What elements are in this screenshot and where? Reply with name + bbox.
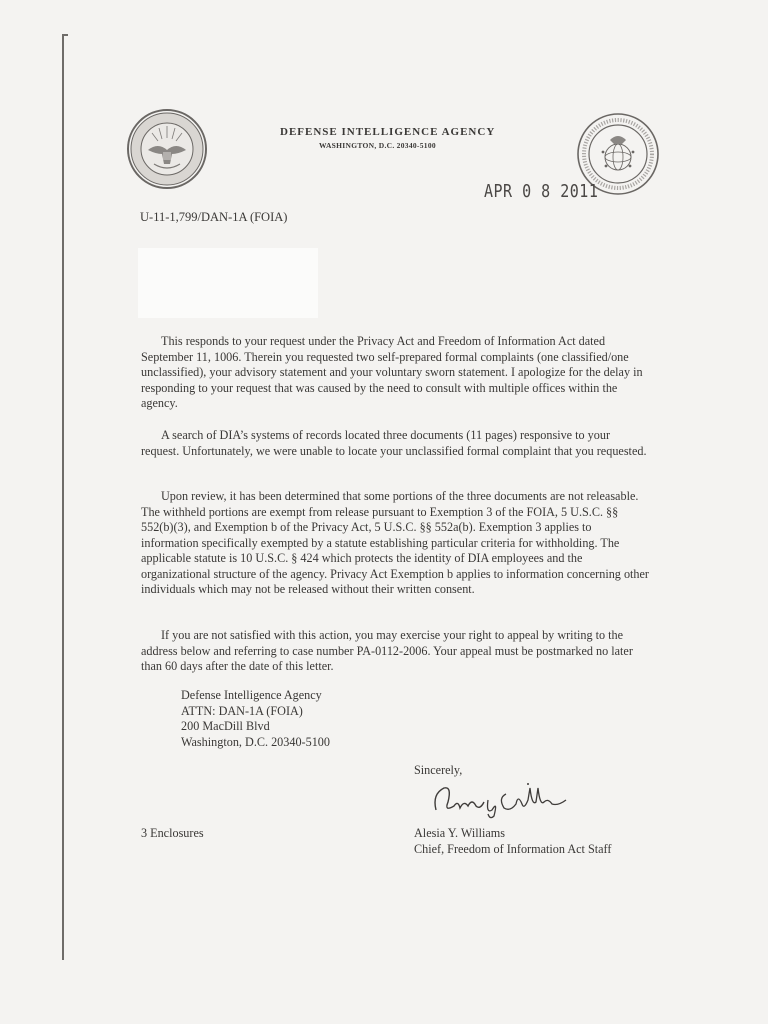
closing-salutation: Sincerely, <box>414 763 463 777</box>
address-line-city: Washington, D.C. 20340-5100 <box>181 734 330 749</box>
paragraph-text: If you are not satisfied with this action, you may exercise your right to appeal by writing to the address below and referring to case number PA-0112-2006. Your appeal must be postmarked no later than 60 days after the date of this letter. <box>141 628 633 673</box>
address-line-agency: Defense Intelligence Agency <box>181 688 322 702</box>
paragraph-text: A search of DIA’s systems of records located three documents (11 pages) responsive to your request. Unfortunately, we were unable to locate your unclassified formal complaint that you requested. <box>141 428 647 458</box>
signer-title: Chief, Freedom of Information Act Staff <box>414 841 612 856</box>
handwritten-signature <box>428 780 578 820</box>
enclosures-note: 3 Enclosures <box>141 826 204 840</box>
agency-address: WASHINGTON, D.C. 20340-5100 <box>319 141 436 150</box>
appeal-address-block <box>181 688 330 750</box>
signer-block <box>414 826 611 857</box>
received-date-stamp: APR 0 8 2011 <box>484 180 599 202</box>
page-edge-line <box>62 34 64 960</box>
redacted-address-area <box>138 248 318 318</box>
body-paragraph-3 <box>141 489 651 598</box>
dod-seal-icon <box>126 108 208 190</box>
body-paragraph-2 <box>141 428 651 459</box>
reference-number: U-11-1,799/DAN-1A (FOIA) <box>140 210 288 224</box>
paragraph-text: This responds to your request under the Privacy Act and Freedom of Information Act dated September 11, 1006. Therein you requested two self-prepared formal complaints (one classified/one unclassified), your advisory statement and your voluntary sworn statement. I apologize for the delay in responding to your request that was caused by the need to consult with multiple offices within the agency. <box>141 334 643 410</box>
paragraph-text: Upon review, it has been determined that some portions of the three documents are not releasable. The withheld portions are exempt from release pursuant to Exemption 3 of the FOIA, 5 U.S.C. §§ 552(b)(3), and Exemption b of the Privacy Act, 5 U.S.C. §§ 552a(b). Exemption 3 applies to information specifically exempted by a statute establishing particular criteria for withholding. The applicable statute is 10 U.S.C. § 424 which protects the identity of DIA employees and the organizational structure of the agency. Privacy Act Exemption b applies to information concerning other individuals which may not be released without their written consent. <box>141 489 649 596</box>
address-line-attn: ATTN: DAN-1A (FOIA) <box>181 703 303 718</box>
signer-name: Alesia Y. Williams <box>414 826 506 840</box>
page-edge-tick <box>62 34 68 36</box>
agency-name: DEFENSE INTELLIGENCE AGENCY <box>280 126 496 138</box>
body-paragraph-1 <box>141 334 651 412</box>
body-paragraph-4 <box>141 628 651 675</box>
address-line-street: 200 MacDill Blvd <box>181 719 270 733</box>
